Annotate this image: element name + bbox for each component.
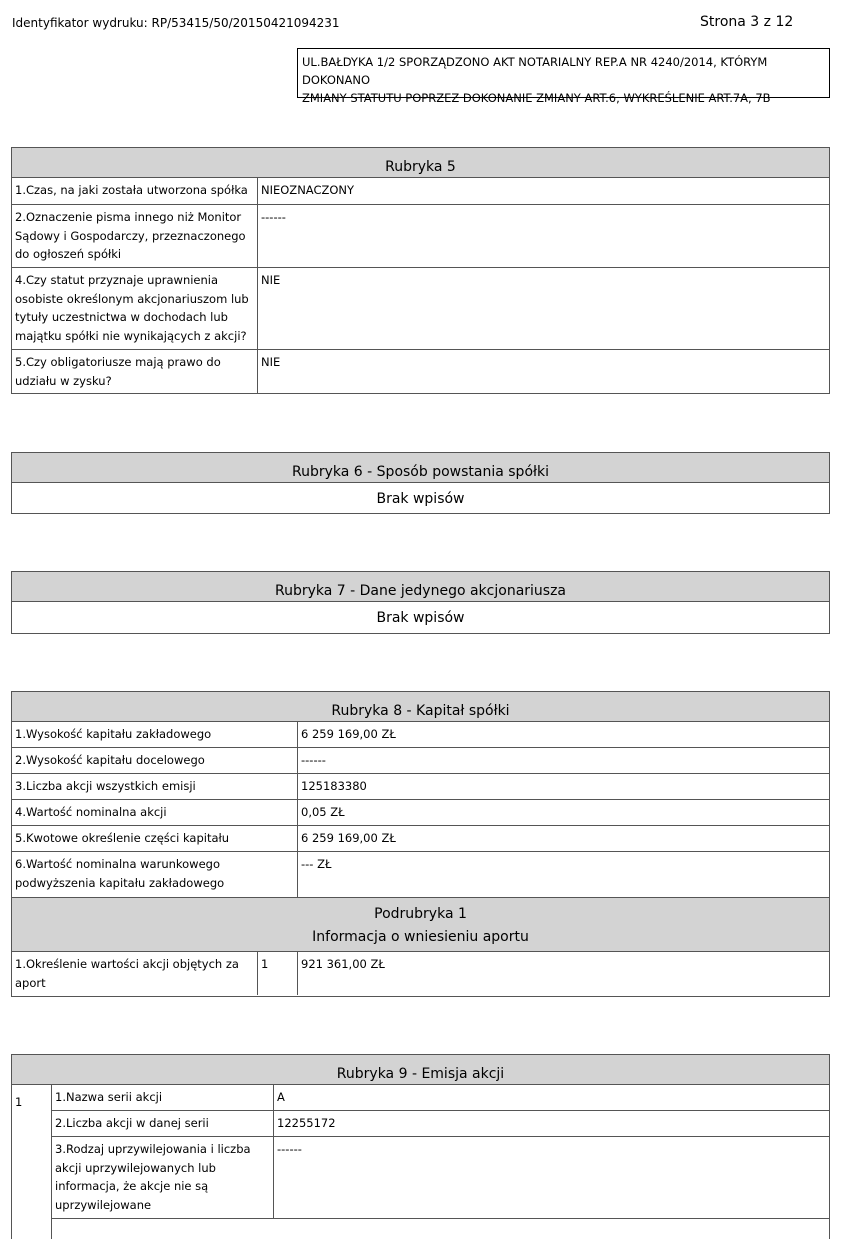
- amendment-note: UL.BAŁDYKA 1/2 SPORZĄDZONO AKT NOTARIALNY REP.A NR 4240/2014, KTÓRYM DOKONANO ZMIANY STATUTU POPRZEZ DOKONANIE ZMIANY ART.6, WYKREŚLENIE ART.7A, 7B: [297, 48, 830, 98]
- rubryka-6: [11, 452, 830, 514]
- page-number: Strona 3 z 12: [700, 14, 794, 30]
- rubryka-5: [11, 147, 830, 394]
- row-value: --- ZŁ: [301, 857, 332, 871]
- rubryka-8: [11, 691, 830, 997]
- row-value: 12255172: [277, 1116, 336, 1130]
- row-label: 1.Określenie wartości akcji objętych za aport: [12, 952, 258, 995]
- rubryka-7: [11, 571, 830, 634]
- podrubryka-1-subheading: Informacja o wniesieniu aportu: [312, 929, 529, 945]
- table-row: [12, 350, 829, 393]
- table-row: [12, 800, 829, 826]
- row-label: 4.Czy statut przyznaje uprawnienia osobiste określonym akcjonariuszom lub tytuły uczestnictwa w dochodach lub majątku spółki nie wynikających z akcji?: [12, 268, 258, 349]
- table-row: [52, 1137, 829, 1219]
- table-row: [12, 205, 829, 268]
- table-row: [12, 748, 829, 774]
- row-value: NIE: [261, 355, 281, 369]
- table-row: [12, 774, 829, 800]
- row-index: 1: [258, 952, 298, 995]
- row-value: NIEOZNACZONY: [261, 183, 355, 197]
- row-value: 6 259 169,00 ZŁ: [301, 831, 396, 845]
- no-entries-text: Brak wpisów: [376, 491, 465, 507]
- rubryka-8-title: Rubryka 8 - Kapitał spółki: [12, 692, 829, 722]
- rubryka-9-title: Rubryka 9 - Emisja akcji: [12, 1055, 829, 1085]
- row-label: 2.Wysokość kapitału docelowego: [12, 748, 298, 773]
- row-label: 1.Wysokość kapitału zakładowego: [12, 722, 298, 747]
- rubryka-5-title: Rubryka 5: [12, 148, 829, 178]
- rubryka-9: [11, 1054, 830, 1239]
- row-label: 3.Liczba akcji wszystkich emisji: [12, 774, 298, 799]
- rubryka-6-title: Rubryka 6 - Sposób powstania spółki: [12, 453, 829, 483]
- podrubryka-1-title: [12, 897, 829, 952]
- row-value: ------: [277, 1142, 302, 1156]
- row-value: NIE: [261, 273, 281, 287]
- row-value: 921 361,00 ZŁ: [301, 957, 385, 971]
- rubryka-9-entry: [52, 1085, 829, 1219]
- row-label: 6.Wartość nominalna warunkowego podwyższenia kapitału zakładowego: [12, 852, 298, 897]
- row-label: 1.Nazwa serii akcji: [52, 1085, 274, 1110]
- table-row: [12, 268, 829, 350]
- row-label: 5.Czy obligatoriusze mają prawo do udziału w zysku?: [12, 350, 258, 393]
- rubryka-7-title: Rubryka 7 - Dane jedynego akcjonariusza: [12, 572, 829, 602]
- podrubryka-1-heading: Podrubryka 1: [374, 906, 467, 922]
- row-value: 0,05 ZŁ: [301, 805, 345, 819]
- table-row: [52, 1085, 829, 1111]
- row-label: 4.Wartość nominalna akcji: [12, 800, 298, 825]
- table-row: [52, 1111, 829, 1137]
- row-label: 5.Kwotowe określenie części kapitału: [12, 826, 298, 851]
- row-value: ------: [261, 210, 286, 224]
- row-label: 1.Czas, na jaki została utworzona spółka: [12, 178, 258, 204]
- row-value: ------: [301, 753, 326, 767]
- table-row: [12, 852, 829, 897]
- table-row: [12, 826, 829, 852]
- row-label: 3.Rodzaj uprzywilejowania i liczba akcji uprzywilejowanych lub informacja, że akcje nie są uprzywilejowane: [52, 1137, 274, 1218]
- table-row: [12, 722, 829, 748]
- print-identifier: Identyfikator wydruku: RP/53415/50/20150421094231: [12, 16, 340, 30]
- table-row: [12, 952, 829, 995]
- row-value: 125183380: [301, 779, 367, 793]
- row-value: 6 259 169,00 ZŁ: [301, 727, 396, 741]
- row-value: A: [277, 1090, 285, 1104]
- entry-index: 1: [12, 1085, 52, 1239]
- table-row: [12, 178, 829, 205]
- row-label: 2.Liczba akcji w danej serii: [52, 1111, 274, 1136]
- no-entries-text: Brak wpisów: [376, 610, 465, 626]
- row-label: 2.Oznaczenie pisma innego niż Monitor Sądowy i Gospodarczy, przeznaczonego do ogłoszeń spółki: [12, 205, 258, 267]
